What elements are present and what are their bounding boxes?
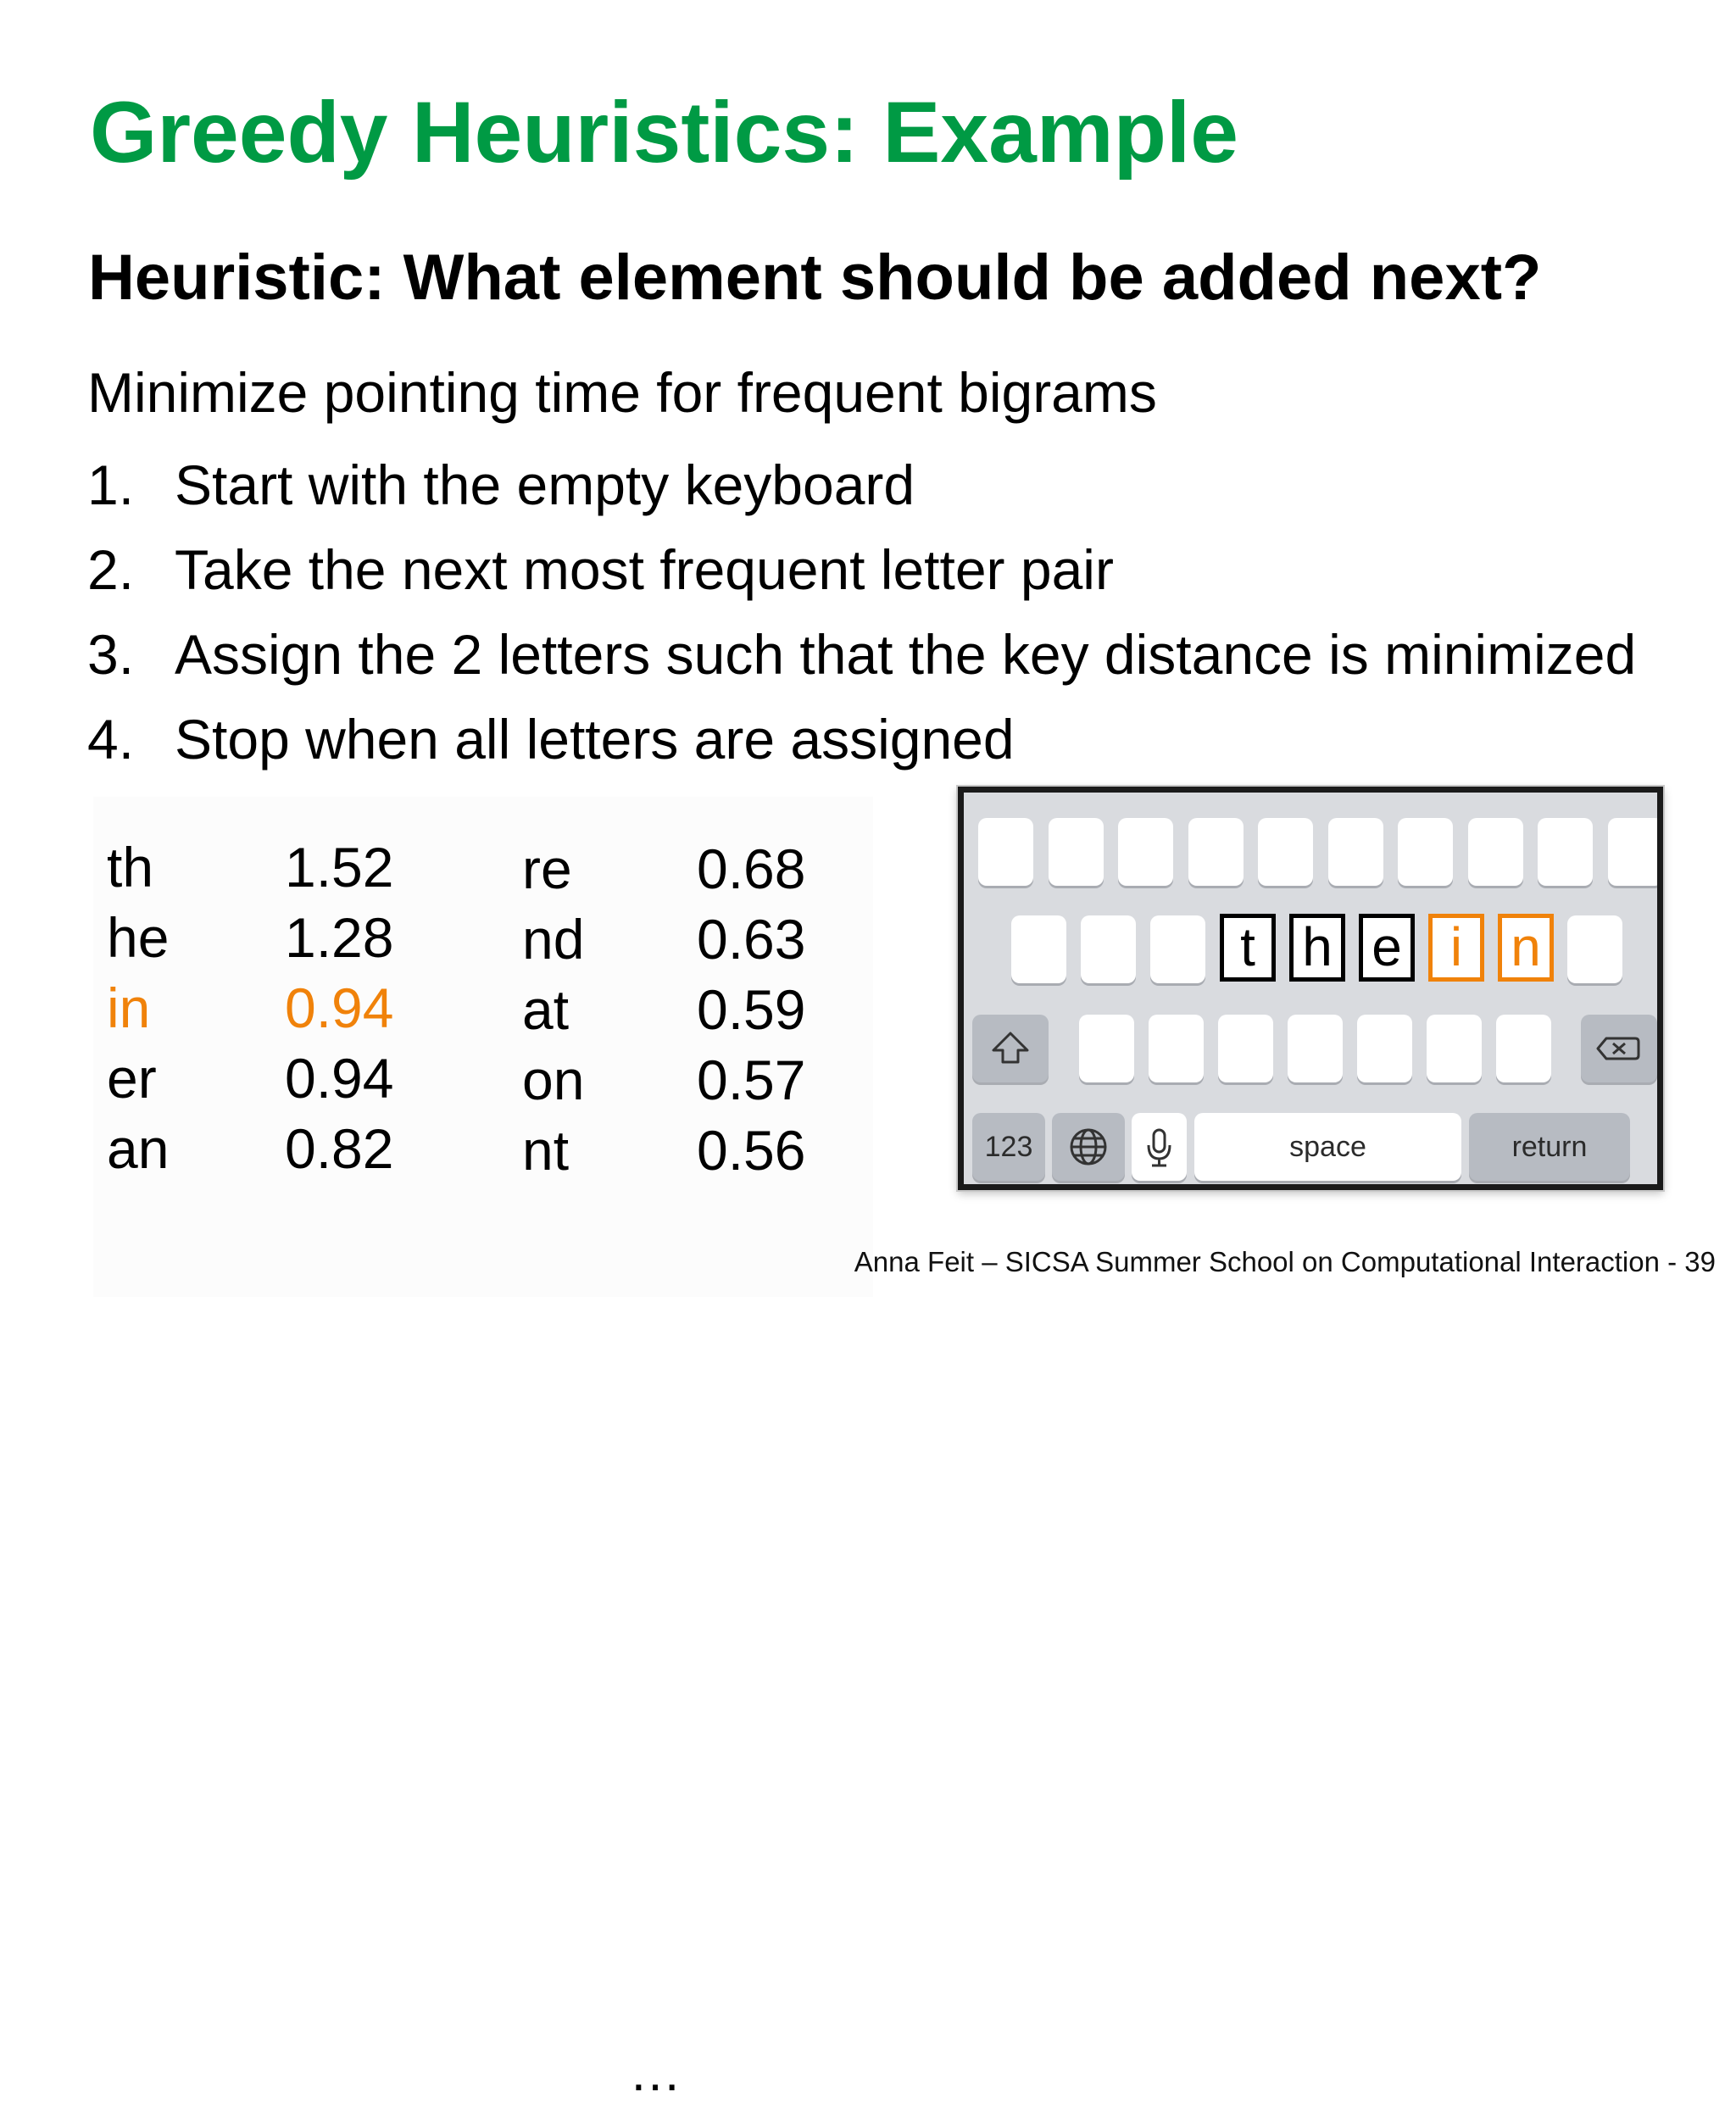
return-key-label: return xyxy=(1511,1131,1588,1163)
empty-key xyxy=(978,818,1033,886)
return-key xyxy=(1469,1113,1630,1181)
empty-key xyxy=(1468,818,1523,886)
bigram-pair: on xyxy=(522,1049,585,1111)
steps-list xyxy=(87,442,1636,782)
bigram-pair: an xyxy=(107,1117,170,1180)
bigram-frequency: 1.52 xyxy=(285,836,394,899)
bigram-frequency: 0.56 xyxy=(697,1119,806,1182)
empty-key xyxy=(1427,1015,1482,1082)
microphone-key xyxy=(1132,1113,1187,1181)
empty-key xyxy=(1328,818,1383,886)
bigram-pair: he xyxy=(107,906,170,969)
keyboard-illustration xyxy=(958,787,1663,1190)
empty-key xyxy=(1049,818,1104,886)
bigram-pair: th xyxy=(107,836,154,899)
bigram-frequency: 0.68 xyxy=(697,837,806,900)
backspace-key xyxy=(1581,1015,1657,1082)
empty-key xyxy=(1218,1015,1273,1082)
assigned-letter-key: i xyxy=(1428,914,1484,982)
intro-text: Minimize pointing time for frequent bigrams xyxy=(87,361,1157,424)
bigram-pair: re xyxy=(522,837,572,900)
bigram-frequency: 0.94 xyxy=(285,976,394,1039)
bigram-pair: in xyxy=(107,976,151,1039)
bigram-pair: nd xyxy=(522,908,585,971)
bigram-ellipsis: … xyxy=(629,2044,685,2102)
assigned-letter-key: n xyxy=(1498,914,1554,982)
step-number: 3. xyxy=(87,623,135,686)
numbers-key xyxy=(972,1113,1045,1181)
bigram-frequency: 1.28 xyxy=(285,906,394,969)
step-item xyxy=(87,527,1636,612)
backspace-icon xyxy=(1581,1015,1657,1082)
step-text: Assign the 2 letters such that the key distance is minimized xyxy=(175,623,1637,686)
empty-key xyxy=(1398,818,1453,886)
bigram-pair: nt xyxy=(522,1119,570,1182)
empty-key xyxy=(1079,1015,1134,1082)
bigram-frequency: 0.94 xyxy=(285,1047,394,1110)
step-number: 4. xyxy=(87,708,135,771)
empty-key xyxy=(1258,818,1313,886)
step-number: 1. xyxy=(87,453,135,516)
space-key-label: space xyxy=(1289,1131,1366,1163)
shift-icon xyxy=(972,1015,1049,1082)
empty-key xyxy=(1567,915,1622,983)
slide-subtitle: Heuristic: What element should be added next? xyxy=(88,242,1542,314)
assigned-letter-key: e xyxy=(1359,914,1415,982)
globe-icon xyxy=(1052,1113,1125,1181)
globe-key xyxy=(1052,1113,1125,1181)
empty-key xyxy=(1150,915,1205,983)
shift-key xyxy=(972,1015,1049,1082)
assigned-letter-key: h xyxy=(1289,914,1345,982)
step-text: Stop when all letters are assigned xyxy=(175,708,1015,771)
bigram-pair: at xyxy=(522,978,570,1041)
step-item xyxy=(87,697,1636,782)
step-number: 2. xyxy=(87,538,135,601)
empty-key xyxy=(1118,818,1173,886)
bigram-pair: er xyxy=(107,1047,157,1110)
slide-footer: Anna Feit – SICSA Summer School on Computational Interaction - 39 xyxy=(854,1246,1716,1277)
step-text: Take the next most frequent letter pair xyxy=(175,538,1114,601)
empty-key xyxy=(1149,1015,1204,1082)
empty-key xyxy=(1288,1015,1343,1082)
empty-key xyxy=(1081,915,1136,983)
bigram-frequency: 0.57 xyxy=(697,1049,806,1111)
assigned-letter-key: t xyxy=(1220,914,1276,982)
step-text: Start with the empty keyboard xyxy=(175,453,915,516)
empty-key xyxy=(1357,1015,1412,1082)
bigram-frequency: 0.59 xyxy=(697,978,806,1041)
step-item xyxy=(87,612,1636,697)
empty-key xyxy=(1538,818,1593,886)
bigram-frequency: 0.82 xyxy=(285,1117,394,1180)
empty-key xyxy=(1188,818,1244,886)
empty-key xyxy=(1608,818,1663,886)
microphone-icon xyxy=(1132,1113,1187,1181)
step-item xyxy=(87,442,1636,527)
bigram-frequency: 0.63 xyxy=(697,908,806,971)
numbers-key-label: 123 xyxy=(984,1131,1033,1163)
empty-key xyxy=(1496,1015,1551,1082)
empty-key xyxy=(1011,915,1066,983)
space-key xyxy=(1194,1113,1461,1181)
slide-title: Greedy Heuristics: Example xyxy=(90,84,1238,181)
